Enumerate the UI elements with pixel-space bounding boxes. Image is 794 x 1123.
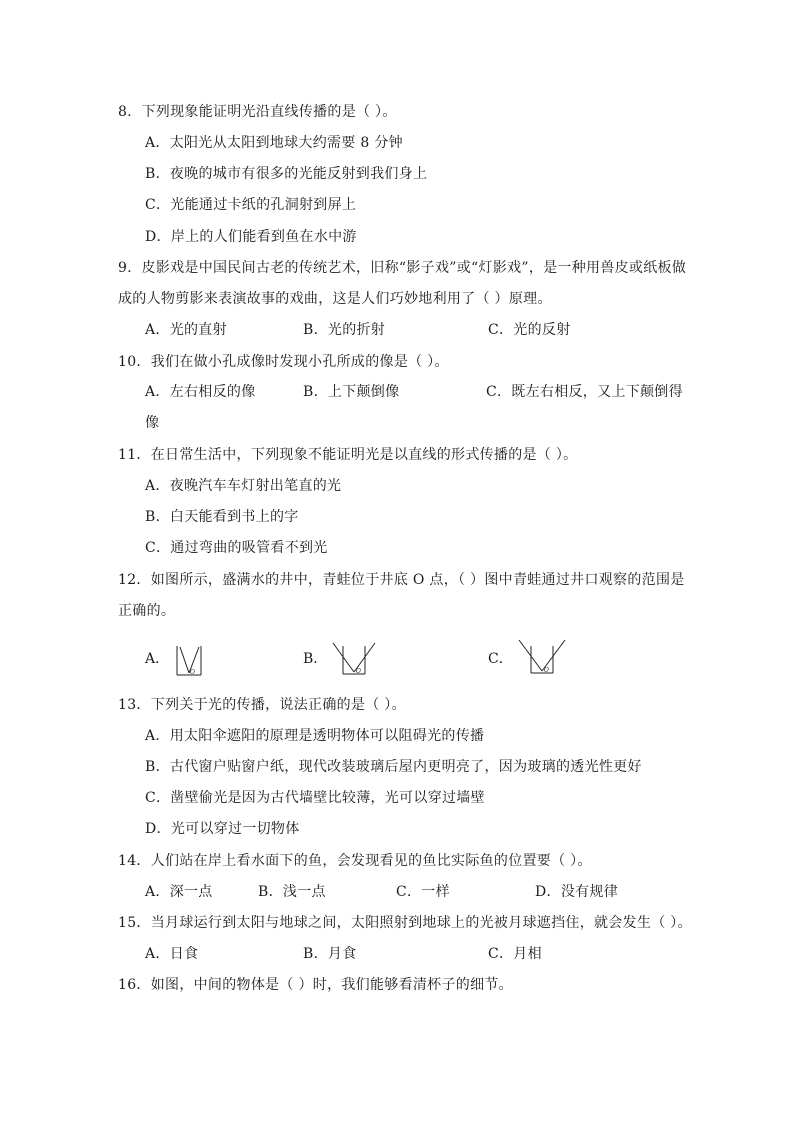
question-10-option-b: B．上下颠倒像 bbox=[303, 384, 400, 400]
question-16-stem: 16．如图，中间的物体是（ ）时，我们能够看清杯子的细节。 bbox=[118, 977, 513, 993]
question-14-option-b: B．浅一点 bbox=[258, 884, 326, 900]
question-13-option-c: C．凿壁偷光是因为古代墙壁比较薄，光可以穿过墙壁 bbox=[145, 790, 485, 806]
question-13-option-a: A．用太阳伞遮阳的原理是透明物体可以阻碍光的传播 bbox=[145, 728, 485, 744]
question-14-stem: 14．人们站在岸上看水面下的鱼，会发现看见的鱼比实际鱼的位置要（ ）。 bbox=[118, 853, 592, 869]
question-15-option-a: A．日食 bbox=[145, 946, 199, 962]
question-15-option-c: C．月相 bbox=[488, 946, 542, 962]
well-diagram-c bbox=[517, 638, 567, 678]
question-10-stem: 10．我们在做小孔成像时发现小孔所成的像是（ ）。 bbox=[118, 354, 449, 370]
question-10-option-a: A．左右相反的像 bbox=[145, 384, 256, 400]
question-10-option-c: C．既左右相反，又上下颠倒得 bbox=[486, 384, 683, 400]
question-13-option-b: B．古代窗户贴窗户纸，现代改装玻璃后屋内更明亮了，因为玻璃的透光性更好 bbox=[145, 759, 642, 775]
question-8-option-a: A．太阳光从太阳到地球大约需要 8 分钟 bbox=[145, 135, 403, 151]
question-14-option-a: A．深一点 bbox=[145, 884, 213, 900]
question-9-option-b: B．光的折射 bbox=[303, 322, 386, 338]
question-15-stem: 15．当月球运行到太阳与地球之间，太阳照射到地球上的光被月球遮挡住，就会发生（ ）。 bbox=[118, 915, 692, 931]
question-11-option-c: C．通过弯曲的吸管看不到光 bbox=[145, 540, 328, 556]
question-12-stem: 12．如图所示，盛满水的井中，青蛙位于井底 O 点，（ ）图中青蛙通过井口观察的范围是正确的。 bbox=[118, 572, 685, 619]
question-11-option-a: A．夜晚汽车车灯射出笔直的光 bbox=[145, 478, 342, 494]
point-o-label-a: O bbox=[190, 669, 195, 676]
point-o-label-c: O bbox=[544, 667, 549, 674]
question-12-option-b: B． bbox=[303, 651, 328, 667]
question-11-stem: 11．在日常生活中，下列现象不能证明光是以直线的形式传播的是（ ）。 bbox=[118, 447, 578, 463]
question-12-option-a: A． bbox=[145, 651, 170, 667]
question-13-stem: 13．下列关于光的传播，说法正确的是（ ）。 bbox=[118, 697, 406, 713]
point-o-label-b: O bbox=[356, 668, 361, 675]
well-diagram-a bbox=[175, 643, 211, 679]
question-14-option-c: C．一样 bbox=[396, 884, 450, 900]
question-15-option-b: B．月食 bbox=[303, 946, 357, 962]
question-9-stem: 9．皮影戏是中国民间古老的传统艺术，旧称“影子戏”或“灯影戏”，是一种用兽皮或纸板做成的人物剪影来表演故事的戏曲，这是人们巧妙地利用了（ ）原理。 bbox=[118, 260, 687, 307]
question-9-option-a: A．光的直射 bbox=[145, 322, 227, 338]
question-12-option-c: C． bbox=[488, 651, 513, 667]
question-11-option-b: B．白天能看到书上的字 bbox=[145, 509, 299, 525]
well-diagram-b bbox=[330, 641, 378, 679]
question-8-option-c: C．光能通过卡纸的孔洞射到屏上 bbox=[145, 197, 357, 213]
question-9-option-c: C．光的反射 bbox=[488, 322, 571, 338]
question-10-option-c-wrap: 像 bbox=[145, 415, 159, 431]
question-8-option-d: D．岸上的人们能看到鱼在水中游 bbox=[145, 229, 357, 245]
question-14-option-d: D．没有规律 bbox=[535, 884, 619, 900]
question-8-stem: 8．下列现象能证明光沿直线传播的是（ ）。 bbox=[118, 104, 397, 120]
question-8-option-b: B．夜晚的城市有很多的光能反射到我们身上 bbox=[145, 166, 428, 182]
question-13-option-d: D．光可以穿过一切物体 bbox=[145, 821, 300, 837]
